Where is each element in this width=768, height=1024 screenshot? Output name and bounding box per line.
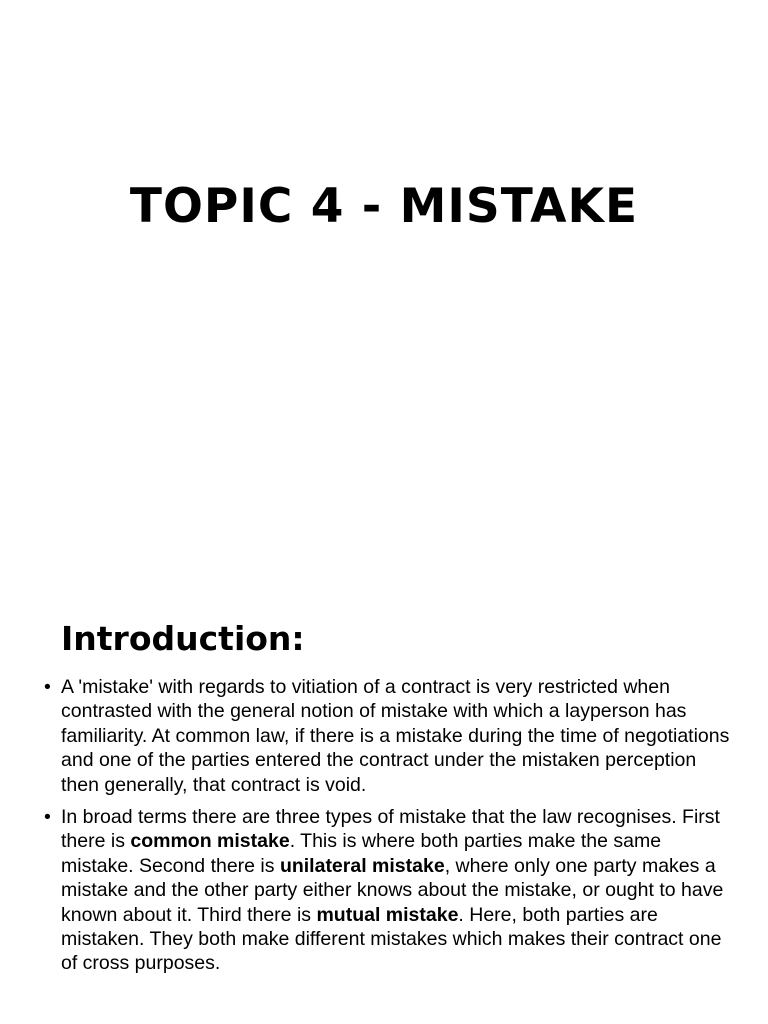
bullet-item [44,675,734,797]
term-common-mistake: common mistake [130,830,290,853]
bullet-icon: • [44,806,51,829]
term-unilateral-mistake: unilateral mistake [279,854,445,877]
bullet-item [44,805,734,976]
bullet-text-segment: , where only one party makes a mistake and the other party either knows about the mistake, or ought to have known about it. Third there is [61,854,724,926]
bullet-text [61,806,723,974]
section-heading-introduction: Introduction: [61,619,305,658]
bullet-text-segment: In broad terms there are three types of mistake that the law recognises. First there is [61,806,720,853]
bullet-text-segment: . This is where both parties make the same mistake. Second there is [61,830,662,877]
page-title: TOPIC 4 - MISTAKE [129,179,639,234]
introduction-bullet-list [44,675,734,984]
bullet-text: A 'mistake' with regards to vitiation of a contract is very restricted when contrasted with the general notion of mistake with which a layperson has familiarity. At common law, if there is a mistake during the time of negotiations and one of the parties entered the contract under the mistaken perception then generally, that contract is void. [61,676,730,796]
bullet-icon: • [44,676,51,698]
term-mutual-mistake: mutual mistake [316,903,459,926]
bullet-text-segment: . Here, both parties are mistaken. They both make different mistakes which makes their contract one of cross purposes. [61,903,722,975]
